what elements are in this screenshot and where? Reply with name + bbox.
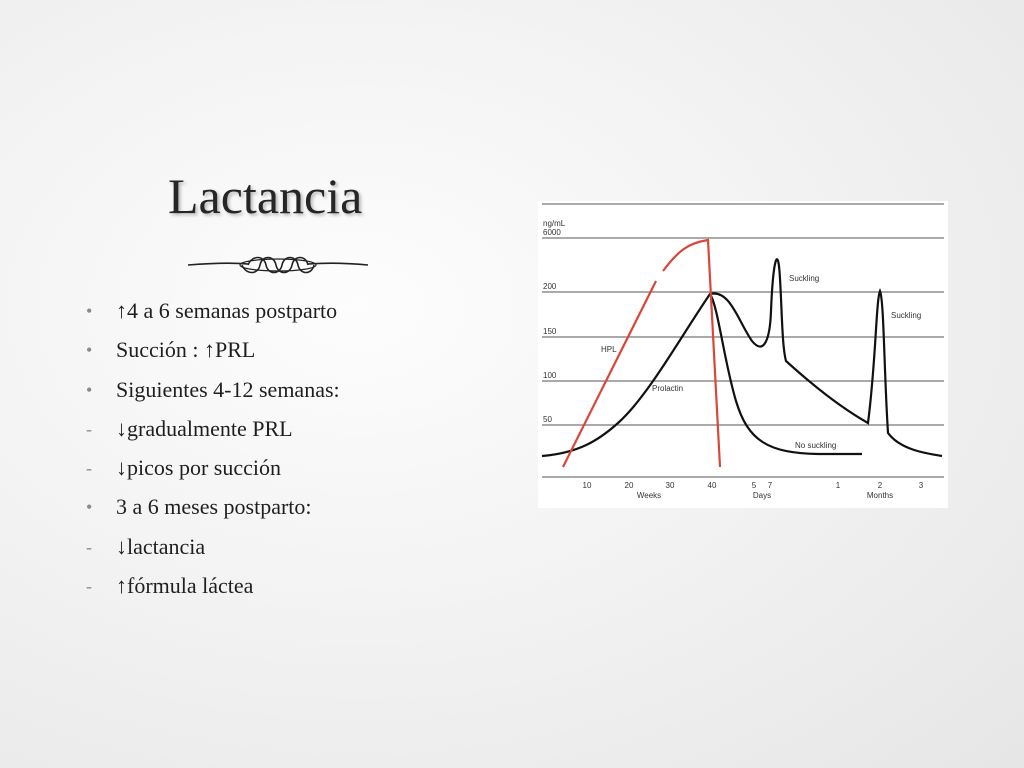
list-item bbox=[86, 333, 340, 372]
y-tick-label: 150 bbox=[543, 327, 557, 336]
list-item-text: Siguientes 4-12 semanas: bbox=[116, 376, 340, 402]
list-item-text: 3 a 6 meses postparto: bbox=[116, 494, 312, 520]
bullet-marker: • bbox=[86, 497, 93, 518]
y-tick-label: 50 bbox=[543, 415, 552, 424]
list-item-text: ↓picos por succión bbox=[116, 455, 281, 481]
x-axis-group-label: Weeks bbox=[636, 491, 662, 500]
chart-annotation-label: Suckling bbox=[891, 311, 922, 320]
dash-marker: - bbox=[86, 576, 92, 597]
hormone-chart-plot bbox=[538, 201, 948, 508]
x-tick-label: 1 bbox=[835, 481, 841, 490]
x-tick-label: 20 bbox=[624, 481, 634, 490]
prolactin-series-line bbox=[542, 259, 942, 456]
title-flourish-ornament bbox=[186, 252, 370, 278]
bullet-list bbox=[86, 294, 340, 608]
bullet-marker: • bbox=[86, 379, 93, 400]
y-axis-unit-label: ng/mL bbox=[543, 219, 566, 228]
prolactin-no-suckling-line bbox=[710, 294, 862, 454]
x-tick-label: 30 bbox=[665, 481, 675, 490]
dash-marker: - bbox=[86, 458, 92, 479]
y-tick-label: 6000 bbox=[543, 228, 561, 237]
x-tick-label: 10 bbox=[582, 481, 592, 490]
list-item-text: Succión : ↑PRL bbox=[116, 337, 256, 363]
x-tick-label: 7 bbox=[767, 481, 773, 490]
x-axis-group-label: Months bbox=[866, 491, 894, 500]
list-item bbox=[86, 294, 340, 333]
dash-marker: - bbox=[86, 418, 92, 439]
x-tick-label: 40 bbox=[707, 481, 717, 490]
x-tick-label: 2 bbox=[877, 481, 883, 490]
x-tick-label: 3 bbox=[918, 481, 924, 490]
slide-title: Lactancia bbox=[168, 168, 363, 224]
y-tick-label: 200 bbox=[543, 282, 557, 291]
list-item bbox=[86, 530, 340, 569]
y-tick-label: 100 bbox=[543, 371, 557, 380]
y-tick-labels bbox=[543, 219, 566, 424]
list-item bbox=[86, 490, 340, 529]
chart-annotation-label: Prolactin bbox=[652, 384, 684, 393]
list-item-text: ↓lactancia bbox=[116, 533, 206, 559]
x-tick-labels bbox=[583, 481, 924, 500]
x-axis-group-label: Days bbox=[752, 491, 772, 500]
list-item bbox=[86, 412, 340, 451]
list-item-text: ↑fórmula láctea bbox=[116, 573, 254, 599]
dash-marker: - bbox=[86, 536, 92, 557]
x-tick-label: 5 bbox=[751, 481, 757, 490]
chart-annotation-label: HPL bbox=[601, 345, 617, 354]
list-item-text: ↑4 a 6 semanas postparto bbox=[116, 298, 338, 323]
list-item bbox=[86, 451, 340, 490]
chart-annotation-label: Suckling bbox=[789, 274, 820, 283]
bullet-marker: • bbox=[86, 301, 93, 321]
chart-annotation-label: No suckling bbox=[795, 441, 837, 450]
list-item bbox=[86, 569, 340, 608]
bullet-marker: • bbox=[86, 340, 93, 361]
hpl-series-rise bbox=[563, 281, 656, 467]
list-item bbox=[86, 373, 340, 412]
list-item-text: ↓gradualmente PRL bbox=[116, 415, 293, 441]
hormone-chart bbox=[538, 201, 948, 508]
